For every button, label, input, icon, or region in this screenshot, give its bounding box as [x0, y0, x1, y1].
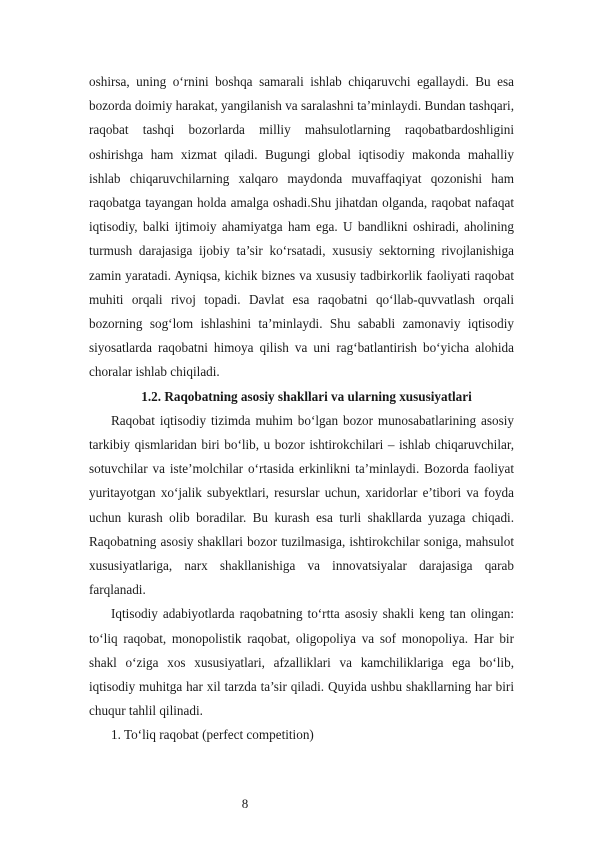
paragraph: oshirsa, uning o‘rnini boshqa samarali ishlab chiqaruvchi egallaydi. Bu esa bozorda doimiy harakat, yangilanish va saralashni ta’minlaydi. Bundan tashqari, raqobat tashqi bozorlarda milliy mahsulotlarning raqobatbardoshligini oshirishga ham xizmat qiladi. Bugungi global iqtisodiy makonda mahalliy ishlab chiqaruvchilarning xalqaro maydonda muvaffaqiyat qozonishi ham raqobatga tayangan holda amalga oshadi.Shu jihatdan olganda, raqobat nafaqat iqtisodiy, balki ijtimoiy ahamiyatga ham ega. U bandlikni oshiradi, aholining turmush darajasiga ijobiy ta’sir ko‘rsatadi, xususiy sektorning rivojlanishiga zamin yaratadi. Ayniqsa, kichik biznes va xususiy tadbirkorlik faoliyati raqobat muhiti orqali rivoj topadi. Davlat esa raqobatni qo‘llab-quvvatlash orqali bozorning sog‘lom ishlashini ta’minlaydi. Shu sababli zamonaviy iqtisodiy siyosatlarda raqobatni himoya qilish va uni rag‘batlantirish bo‘yicha alohida choralar ishlab chiqiladi.	[89, 74, 514, 380]
page-number: 8	[241, 796, 249, 811]
paragraph: Iqtisodiy adabiyotlarda raqobatning to‘rtta asosiy shakli keng tan olingan: to‘liq raqobat, monopolistik raqobat, oligopoliya va sof monopoliya. Har bir shakl o‘ziga xos xususiyatlari, afzalliklari va kamchiliklariga ega bo‘lib, iqtisodiy muhitga har xil tarzda ta’sir qiladi. Quyida ushbu shakllarning har biri chuqur tahlil qilinadi.	[89, 606, 514, 719]
paragraph: Raqobat iqtisodiy tizimda muhim bo‘lgan bozor munosabatlarining asosiy tarkibiy qismlaridan biri bo‘lib, u bozor ishtirokchilari – ishlab chiqaruvchilar, sotuvchilar va iste’molchilar o‘rtasida erkinlikni ta’minlaydi. Bozorda faoliyat yuritayotgan xo‘jalik subyektlari, resurslar uchun, xaridorlar e’tibori va foyda uchun kurash olib boradilar. Bu kurash esa turli shakllarda yuzaga chiqadi. Raqobatning asosiy shakllari bozor tuzilmasiga, ishtirokchilar soniga, mahsulot xususiyatlariga, narx shakllanishiga va innovatsiyalar darajasiga qarab farqlanadi.	[89, 412, 514, 598]
page-body	[89, 70, 514, 748]
section-heading: 1.2. Raqobatning asosiy shakllari va ularning xususiyatlari	[141, 388, 472, 404]
list-item: 1. To‘liq raqobat (perfect competition)	[111, 727, 314, 743]
